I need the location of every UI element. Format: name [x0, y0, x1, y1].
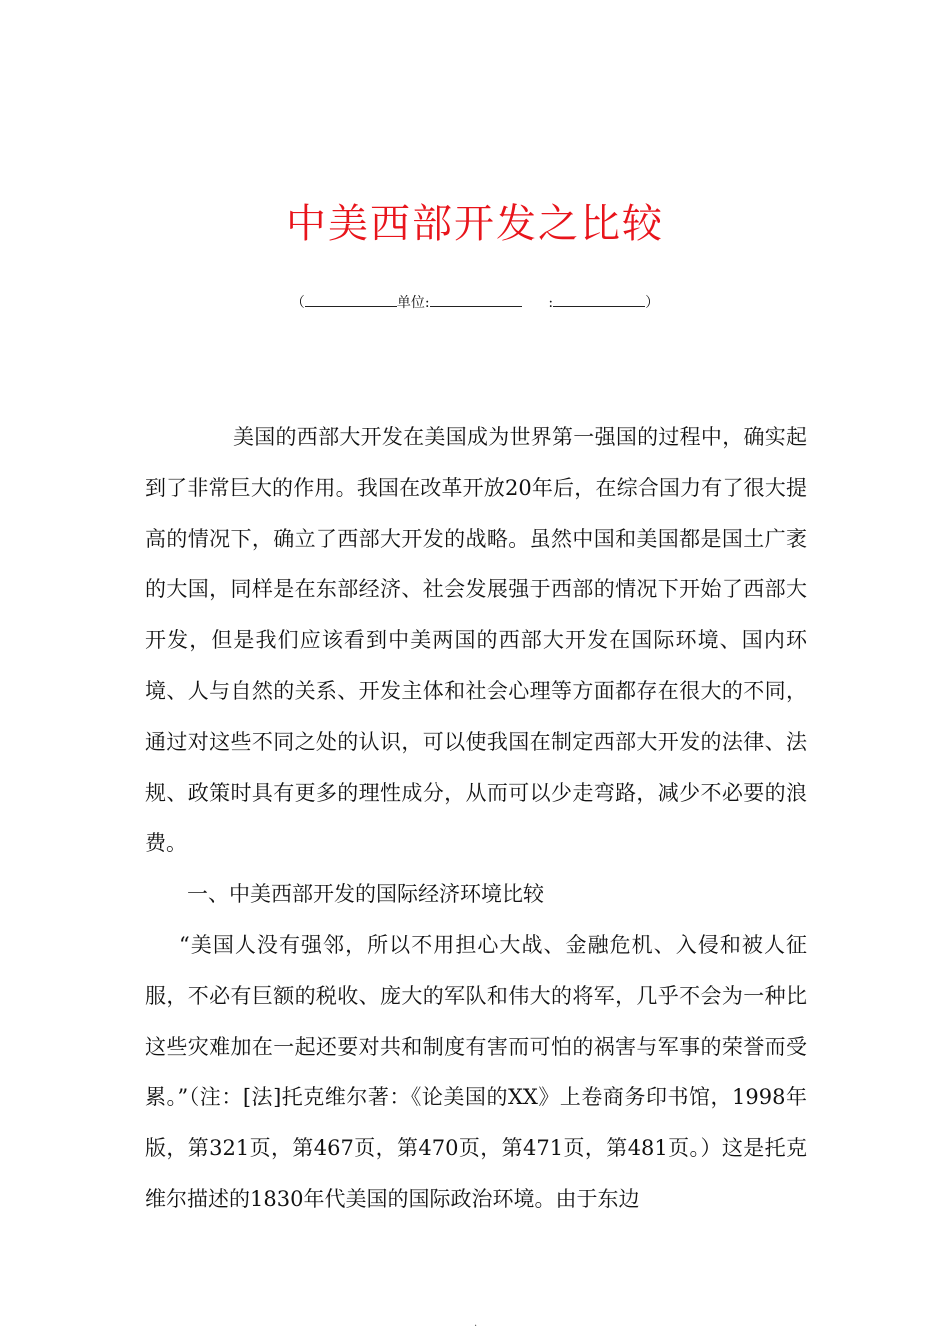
meta-colon: : [548, 295, 554, 311]
meta-open-paren: （ [290, 295, 305, 311]
paragraph-intro: 美国的西部大开发在美国成为世界第一强国的过程中，确实起到了非常巨大的作用。我国在改革开放20年后，在综合国力有了很大提高的情况下，确立了西部大开发的战略。虽然中国和美国都是国土广袤的大国，同样是在东部经济、社会发展强于西部的情况下开始了西部大开发，但是我们应该看到中美两国的西部大开发在国际环境、国内环境、人与自然的关系、开发主体和社会心理等方面都存在很大的不同，通过对这些不同之处的认识，可以使我国在制定西部大开发的法律、法规、政策时具有更多的理性成分，从而可以少走弯路，减少不必要的浪费。 [145, 425, 807, 856]
section-heading-1: 一、中美西部开发的国际经济环境比较 [187, 882, 544, 907]
paragraph-quote: “美国人没有强邻，所以不用担心大战、金融危机、入侵和被人征服，不必有巨额的税收、庞大的军队和伟大的将军，几乎不会为一种比这些灾难加在一起还要对共和制度有害而可怕的祸害与军事的荣誉而受累。”（注：[法]托克维尔著：《论美国的XX》上卷商务印书馆，1998年版，第321页，第467页，第470页，第471页，第481页。）这是托克维尔描述的1830年代美国的国际政治环境。由于东边 [145, 932, 807, 1211]
name-blank [305, 292, 397, 307]
document-body [145, 412, 807, 1225]
unit-label: 单位: [396, 295, 430, 311]
document-title: 中美西部开发之比较 [286, 201, 664, 247]
meta-close-paren: ） [645, 295, 660, 311]
author-info-line [0, 292, 950, 313]
unit-blank [430, 292, 522, 307]
extra-blank [553, 292, 645, 307]
footer-mark: . [474, 1318, 478, 1329]
